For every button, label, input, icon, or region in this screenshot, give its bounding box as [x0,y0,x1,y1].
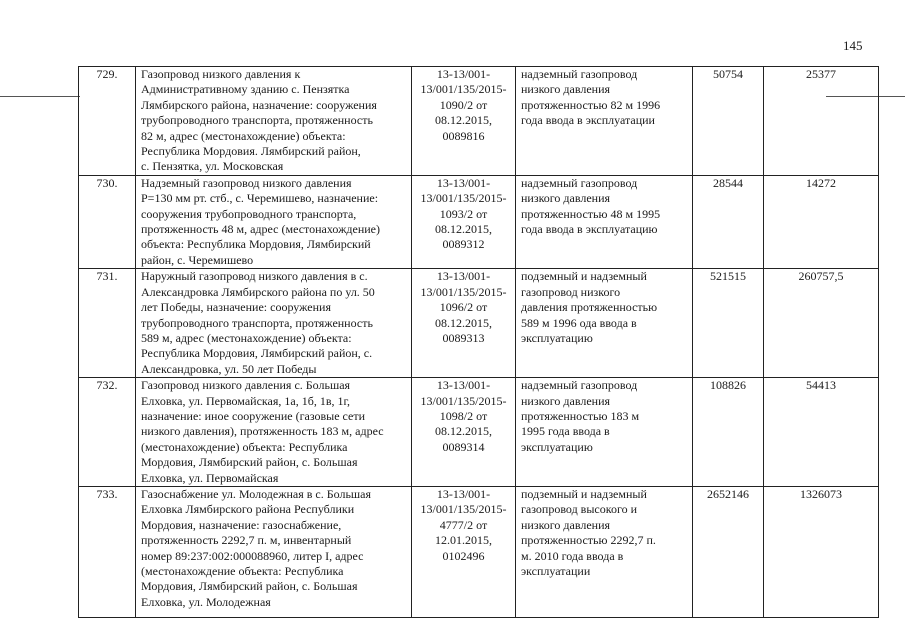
value-cell: 108826 [693,378,764,487]
value-cell: 28544 [693,175,764,268]
object-description-cell [136,486,412,617]
text-line: 08.12.2015, [435,424,492,439]
text-line: Елховка, ул. Первомайская, 1а, 1б, 1в, 1г, [141,393,351,408]
text-line: 08.12.2015, [435,222,492,237]
text-line: 13/001/135/2015- [420,393,507,408]
text-line: Наружный газопровод низкого давления в с. [141,269,368,284]
row-number-cell: 729. [79,67,136,176]
text-line: низкого давления [521,191,611,206]
text-line: 1090/2 от [439,97,488,112]
text-line: низкого давления [521,82,611,97]
residual-value-cell: 54413 [764,378,879,487]
text-line: протяженностью 2292,7 п. [521,533,656,548]
text-line: 13/001/135/2015- [420,82,507,97]
residual-value-cell: 14272 [764,175,879,268]
text-line: эксплуатации [521,564,591,578]
characteristics-cell [516,269,693,378]
text-line: (местонахождение объекта: Республика [141,564,344,578]
text-line: Мордовия, Лямбирский район, с. Большая [141,579,358,594]
text-line: надземный газопровод [521,378,638,393]
row-number-cell: 730. [79,175,136,268]
text-line: Газопровод низкого давления к [141,67,301,81]
text-line: район, с. Черемишево [141,252,254,267]
page-number: 145 [843,38,863,53]
text-line: 589 м 1996 ода ввода в [521,315,637,330]
text-line: Елховка, ул. Молодежная [141,594,271,609]
text-line: м. 2010 года ввода в [521,548,624,563]
text-line: 13-13/001- [436,175,491,190]
text-line: 0089314 [442,439,485,454]
row-number-cell: 733. [79,486,136,617]
registration-record-cell [412,269,516,378]
value-cell: 50754 [693,67,764,176]
text-line: 1096/2 от [439,300,488,315]
registration-record-cell [412,67,516,176]
text-line: сооружения трубопроводного транспорта, [141,206,357,221]
text-line: Надземный газопровод низкого давления [141,175,352,190]
text-line: Республика Мордовия. Лямбирский район, [141,144,361,159]
text-line: эксплуатацию [521,439,593,454]
property-registry-table [78,66,879,618]
text-line: эксплуатацию [521,330,593,345]
text-line: 13-13/001- [436,378,491,393]
text-line: номер 89:237:002:000088960, литер I, адрес [141,548,364,563]
text-line: 1093/2 от [439,206,488,221]
text-line: Мордовия, назначение: газоснабжение, [141,517,342,532]
table-row [79,378,879,487]
text-line: 13-13/001- [436,269,491,284]
text-line: 13/001/135/2015- [420,284,507,299]
text-line: 13/001/135/2015- [420,191,507,206]
text-line: с. Пензятка, ул. Московская [141,159,284,174]
object-description-cell [136,175,412,268]
text-line: протяженностью 48 м 1995 [521,206,661,221]
residual-value-cell: 1326073 [764,486,879,617]
text-line: подземный и надземный [521,486,647,501]
table-body [79,67,879,618]
text-line: объекта: Республика Мордовия, Лямбирский [141,237,371,252]
text-line: 0089313 [442,330,485,345]
text-line: газопровод низкого [521,284,621,299]
residual-value-cell: 25377 [764,67,879,176]
text-line: надземный газопровод [521,67,638,81]
text-line: Республика Мордовия, Лямбирский район, с. [141,346,373,361]
characteristics-cell [516,486,693,617]
text-line: Александровка Лямбирского района по ул. 50 [141,284,375,299]
text-line: протяженность 2292,7 п. м, инвентарный [141,533,352,548]
object-description-cell [136,378,412,487]
text-line: 589 м, адрес (местонахождение) объекта: [141,330,352,345]
text-line: Александровка, ул. 50 лет Победы [141,361,317,376]
characteristics-cell [516,67,693,176]
characteristics-cell [516,175,693,268]
text-line: лет Победы, назначение: сооружения [141,300,331,315]
value-cell: 2652146 [693,486,764,617]
text-line: года ввода в эксплуатацию [521,222,658,237]
text-line: 0089816 [442,128,485,143]
text-line: давления протяженностью [521,300,658,315]
registration-record-cell [412,378,516,487]
text-line: трубопроводного транспорта, протяженность [141,113,373,128]
text-line: Лямбирского района, назначение: сооружения [141,97,377,112]
text-line: 1995 года ввода в [521,424,610,439]
text-line: Газопровод низкого давления с. Большая [141,378,351,393]
text-line: назначение: иное сооружение (газовые сети [141,408,366,423]
text-line: надземный газопровод [521,175,638,190]
text-line: 0102496 [442,548,485,563]
text-line: подземный и надземный [521,269,647,284]
text-line: Елховка Лямбирского района Республики [141,502,355,517]
object-description-cell [136,67,412,176]
text-line: протяженностью 183 м [521,408,640,423]
registration-record-cell [412,175,516,268]
table-row [79,175,879,268]
text-line: 12.01.2015, [435,533,492,548]
row-number-cell: 732. [79,378,136,487]
text-line: протяженностью 82 м 1996 [521,97,661,112]
text-line: газопровод высокого и [521,502,638,517]
value-cell: 521515 [693,269,764,378]
text-line: 08.12.2015, [435,315,492,330]
text-line: Административному зданию с. Пензятка [141,82,350,97]
text-line: Елховка, ул. Первомайская [141,470,279,485]
registration-record-cell [412,486,516,617]
text-line: (местонахождение) объекта: Республика [141,439,348,454]
table-row [79,486,879,617]
residual-value-cell: 260757,5 [764,269,879,378]
text-line: Р=130 мм рт. стб., с. Черемишево, назначение: [141,191,379,206]
text-line: 1098/2 от [439,408,488,423]
scan-artifact-line-left [0,96,80,97]
text-line: 13/001/135/2015- [420,502,507,517]
text-line: 08.12.2015, [435,113,492,128]
text-line: трубопроводного транспорта, протяженность [141,315,373,330]
row-number-cell: 731. [79,269,136,378]
text-line: низкого давления [521,517,611,532]
text-line: 82 м, адрес (местонахождение) объекта: [141,128,346,143]
characteristics-cell [516,378,693,487]
table-row [79,67,879,176]
table-row [79,269,879,378]
text-line: 13-13/001- [436,486,491,501]
text-line: низкого давления [521,393,611,408]
object-description-cell [136,269,412,378]
text-line: низкого давления), протяженность 183 м, адрес [141,424,384,439]
text-line: 4777/2 от [439,517,488,532]
text-line: 13-13/001- [436,67,491,81]
text-line: Мордовия, Лямбирский район, с. Большая [141,455,358,470]
text-line: Газоснабжение ул. Молодежная в с. Большая [141,486,372,501]
text-line: протяженность 48 м, адрес (местонахождение) [141,222,380,237]
text-line: года ввода в эксплуатации [521,113,655,128]
text-line: 0089312 [442,237,485,252]
